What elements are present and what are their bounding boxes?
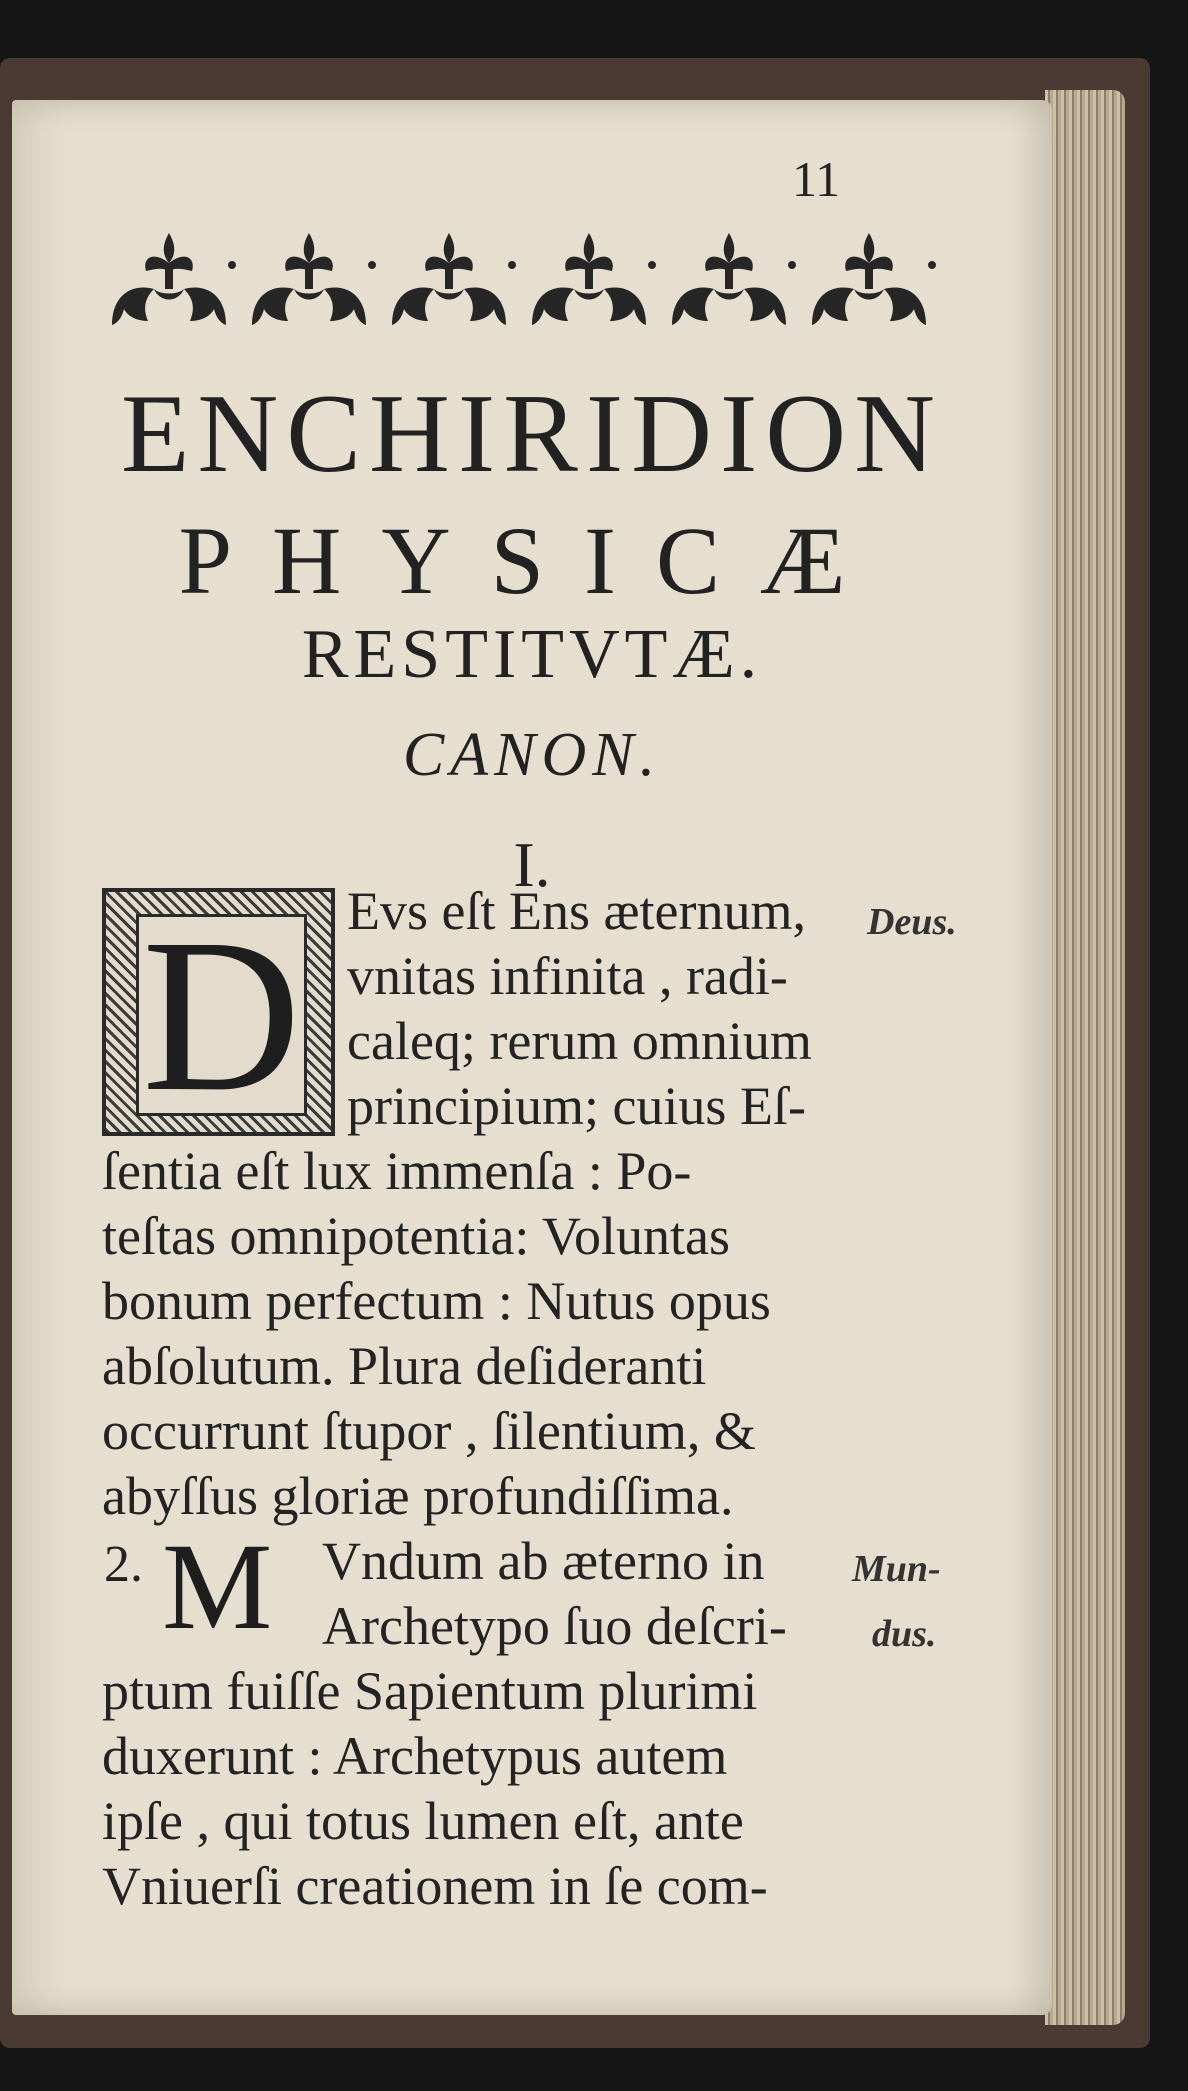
paragraph-number: 2. (104, 1536, 143, 1593)
page-edges (1045, 90, 1125, 2025)
text-line: duxerunt : Archetypus autem (102, 1726, 728, 1786)
canon-number: I. (513, 829, 551, 900)
fleuron-icon (382, 225, 516, 335)
fleuron-icon (802, 225, 936, 335)
title-line-1: ENCHIRIDION (120, 372, 944, 496)
fleuron-ornament-row (102, 225, 942, 340)
page-number: 11 (792, 151, 841, 207)
fleuron-icon (662, 225, 796, 335)
fleuron-icon (242, 225, 376, 335)
title-line-3: RESTITVTÆ. (301, 616, 763, 693)
text-line: principium; cuius Eſ- (347, 1076, 806, 1136)
drop-cap-letter: D (136, 914, 307, 1116)
text-line: Vniuerſi creationem in ſe com- (102, 1856, 768, 1916)
title-line-2: PHYSICÆ (178, 507, 886, 614)
fleuron-icon (102, 225, 236, 335)
margin-note-mundus-2: dus. (872, 1613, 937, 1655)
text-line: caleq; rerum omnium (347, 1011, 812, 1071)
drop-cap-m: M (162, 1518, 273, 1655)
text-line: Evs eſt Ens æternum, (347, 881, 806, 941)
decorated-initial-d (102, 888, 335, 1136)
text-line: Vndum ab æterno in (322, 1531, 765, 1591)
text-line: vnitas infinita , radi- (347, 946, 788, 1006)
fleuron-icon (522, 225, 656, 335)
text-line: ſentia eſt lux immenſa : Po- (102, 1141, 692, 1201)
text-line: ptum fuiſſe Sapientum plurimi (102, 1661, 758, 1721)
text-line: abſolutum. Plura deſideranti (102, 1336, 707, 1396)
text-line: Archetypo ſuo deſcri- (322, 1596, 787, 1656)
margin-note-deus: Deus. (867, 901, 957, 943)
text-line: abyſſus gloriæ profundiſſima. (102, 1466, 734, 1526)
text-line: ipſe , qui totus lumen eſt, ante (102, 1791, 744, 1851)
margin-note-mundus-1: Mun- (852, 1548, 941, 1590)
text-line: teſtas omnipotentia: Voluntas (102, 1206, 730, 1266)
canon-label: CANON. (402, 721, 662, 789)
text-line: occurrunt ſtupor , ſilentium, & (102, 1401, 756, 1461)
text-line: bonum perfectum : Nutus opus (102, 1271, 771, 1331)
book-page (12, 100, 1052, 2015)
